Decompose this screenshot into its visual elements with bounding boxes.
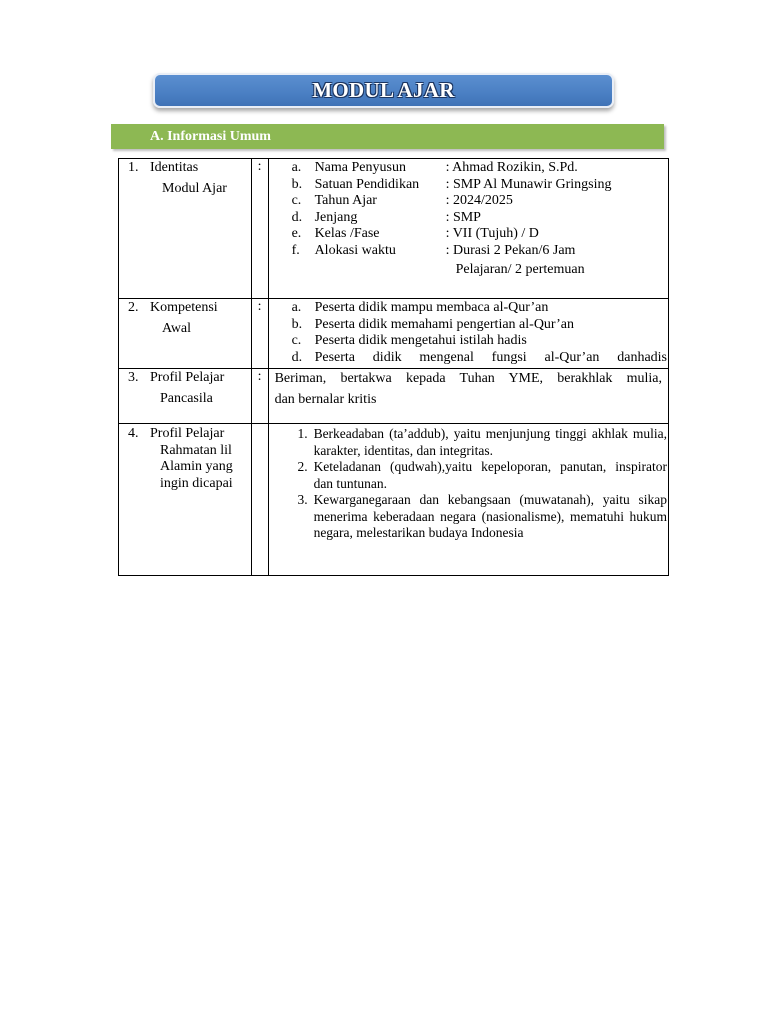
list-item — [269, 426, 668, 459]
row-number: 2. — [128, 300, 139, 315]
item-marker: e. — [291, 226, 302, 241]
item-value: : 2024/2025 — [445, 193, 513, 208]
item-text: Peserta didik memahami pengertian al-Qur’an — [314, 316, 574, 332]
separator-cell — [251, 424, 268, 576]
list-item — [269, 300, 668, 317]
row-content-cell — [268, 424, 668, 576]
list-item — [269, 459, 668, 492]
item-key: Alokasi waktu — [314, 242, 396, 258]
list-item — [269, 492, 668, 542]
item-number: 2. — [297, 459, 308, 474]
item-marker: d. — [291, 209, 303, 225]
item-text: Berkeadaban (ta’addub), yaitu menjunjung tinggi akhlak mulia, karakter, identitas, dan integritas. — [313, 426, 667, 458]
row-label-cont: Modul Ajar — [162, 180, 227, 196]
row-label-cont: ingin dicapai — [160, 475, 233, 491]
item-value: : Ahmad Rozikin, S.Pd. — [445, 160, 578, 175]
item-marker: f. — [291, 242, 300, 258]
item-marker: d. — [291, 349, 303, 365]
row-label-cont: Pancasila — [160, 390, 213, 406]
row-number: 1. — [128, 160, 139, 175]
item-text: Keteladanan (qudwah),yaitu kepeloporan, panutan, inspirator dan tuntunan. — [313, 459, 667, 491]
item-marker: c. — [291, 333, 302, 348]
item-number: 1. — [297, 426, 308, 441]
profile-text: Beriman, bertakwa kepada Tuhan YME, berakhlak mulia, — [274, 371, 662, 386]
row-label-cont: Alamin yang — [160, 459, 233, 474]
item-text: Kewarganegaraan dan kebangsaan (muwatanah), yaitu sikap menerima keberadaan negara (nasionalisme), mematuhi hukum negara, melestarikan budaya Indonesia — [313, 492, 667, 540]
colon: : — [257, 299, 262, 314]
item-marker: a. — [291, 160, 302, 175]
row-label: Profil Pelajar — [150, 370, 225, 385]
item-marker: b. — [291, 316, 303, 332]
info-table — [118, 158, 669, 576]
row-label-cell — [119, 424, 252, 576]
separator-cell — [251, 299, 268, 369]
item-key: Satuan Pendidikan — [314, 176, 420, 192]
row-label: Kompetensi — [150, 300, 218, 315]
row-label-cell — [119, 369, 252, 424]
list-item — [269, 317, 668, 334]
list-item — [269, 193, 668, 210]
item-value: : SMP Al Munawir Gringsing — [445, 176, 612, 192]
item-marker: c. — [291, 193, 302, 208]
row-label-cell — [119, 299, 252, 369]
item-text: Peserta didik mengetahui istilah hadis — [314, 333, 527, 348]
item-value: : SMP — [445, 209, 481, 225]
table-row — [119, 299, 669, 369]
profile-text-cont: dan bernalar kritis — [274, 391, 377, 407]
title-banner — [153, 73, 614, 108]
item-number: 3. — [297, 492, 308, 507]
item-marker: b. — [291, 176, 303, 192]
row-label-cont: Rahmatan lil — [160, 442, 232, 458]
table-row — [119, 159, 669, 299]
item-value: : VII (Tujuh) / D — [445, 226, 539, 241]
list-item — [269, 226, 668, 243]
item-key: Nama Penyusun — [314, 160, 406, 175]
separator-cell — [251, 369, 268, 424]
item-key: Jenjang — [314, 209, 358, 225]
separator-cell — [251, 159, 268, 299]
item-text: Peserta didik mampu membaca al-Qur’an — [314, 300, 549, 315]
list-item — [269, 160, 668, 177]
item-value-cont: Pelajaran/ 2 pertemuan — [455, 262, 585, 277]
list-item — [269, 333, 668, 350]
row-content-cell — [268, 369, 668, 424]
row-content-cell — [268, 299, 668, 369]
row-number: 3. — [128, 370, 139, 385]
row-label-cont: Awal — [162, 320, 192, 336]
list-item — [269, 210, 668, 227]
item-key: Tahun Ajar — [314, 193, 377, 208]
row-number: 4. — [128, 426, 139, 441]
item-key: Kelas /Fase — [314, 226, 380, 241]
table-row — [119, 369, 669, 424]
row-label: Profil Pelajar — [150, 426, 225, 441]
item-value: : Durasi 2 Pekan/6 Jam — [445, 242, 576, 258]
colon: : — [257, 369, 262, 384]
page-title: MODUL AJAR — [312, 78, 455, 102]
table-row — [119, 424, 669, 576]
section-header — [111, 124, 664, 149]
row-label-cell — [119, 159, 252, 299]
row-label: Identitas — [150, 160, 199, 175]
item-marker: a. — [291, 300, 302, 315]
colon: : — [257, 159, 262, 174]
item-text: Peserta didik mengenal fungsi al-Qur’an danhadis — [314, 349, 667, 365]
list-item — [269, 177, 668, 194]
section-title: A. Informasi Umum — [150, 128, 271, 144]
list-item — [269, 243, 668, 279]
list-item — [269, 350, 668, 367]
row-content-cell — [268, 159, 668, 299]
